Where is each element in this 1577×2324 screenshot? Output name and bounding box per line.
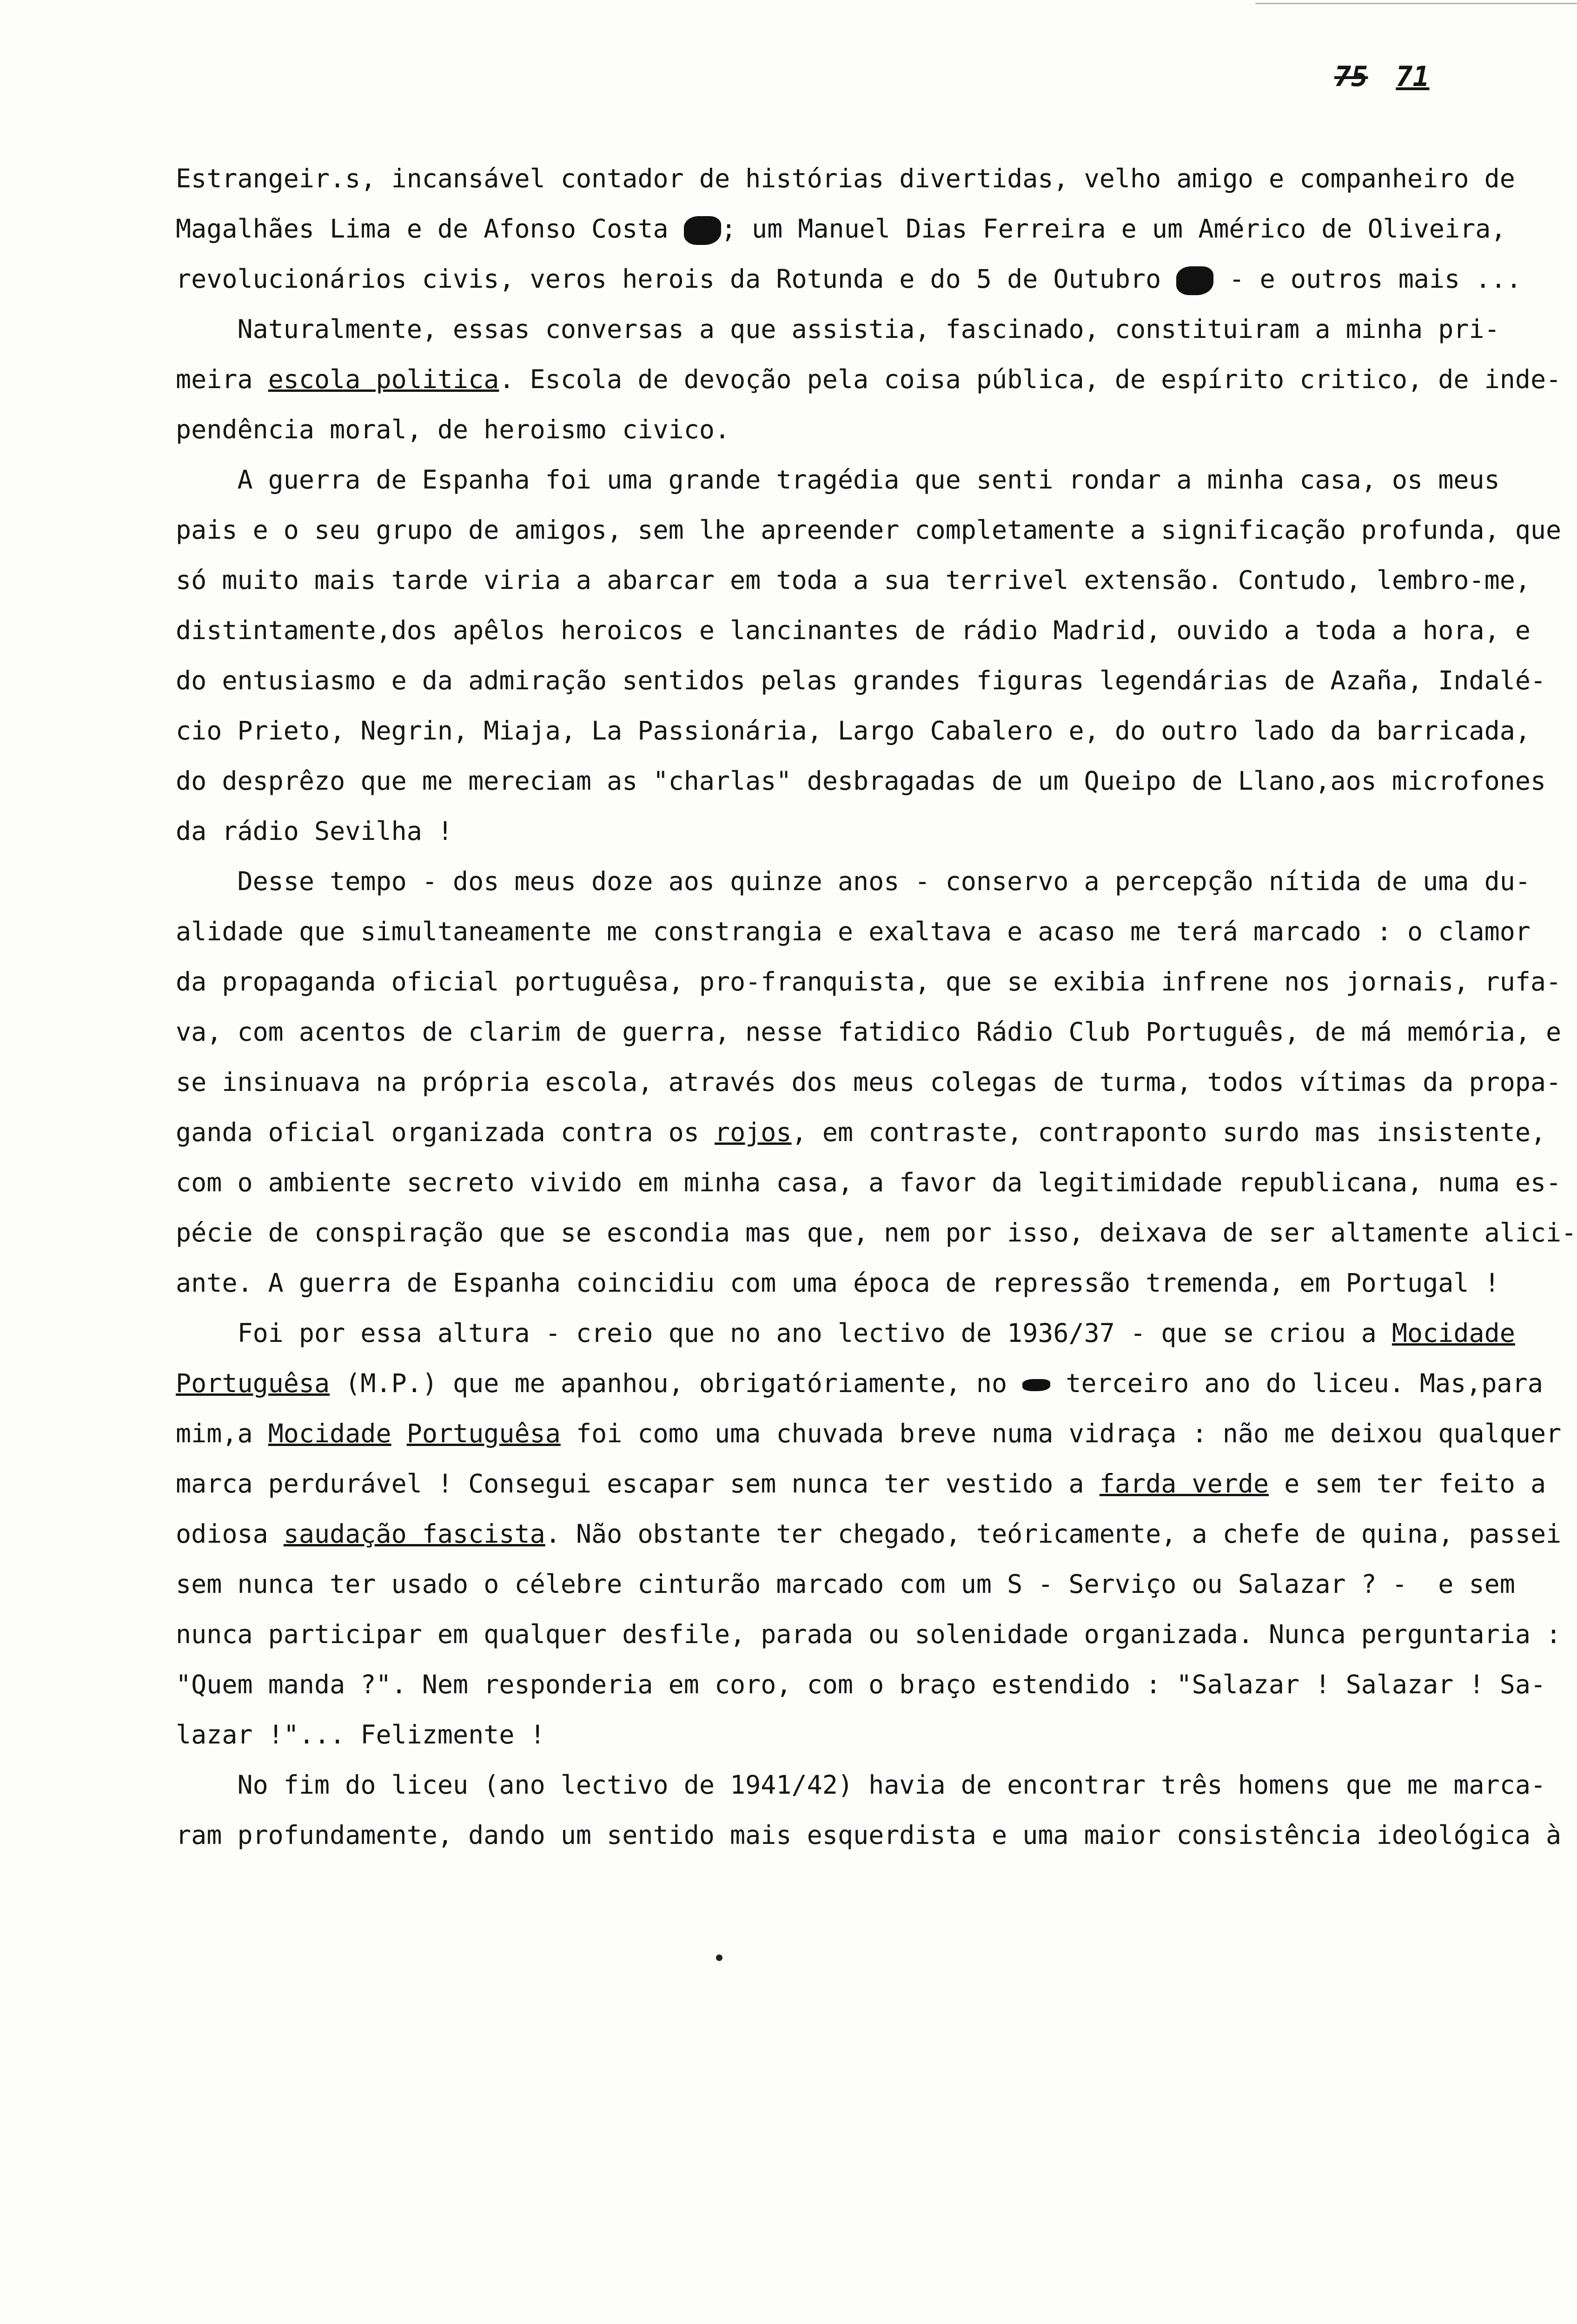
text-line: ram profundamente, dando um sentido mais esquerdista e uma maior consistência ideológica à xyxy=(176,1820,1562,1850)
underlined-phrase: Mocidade xyxy=(1391,1318,1515,1348)
text-line: mim,a Mocidade Portuguêsa foi como uma chuvada breve numa vidraça : não me deixou qualquer xyxy=(176,1419,1562,1448)
text-line: marca perdurável ! Consegui escapar sem nunca ter vestido a farda verde e sem ter feito a xyxy=(176,1469,1546,1499)
text-line: da rádio Sevilha ! xyxy=(176,816,453,846)
text-line: com o ambiente secreto vivido em minha casa, a favor da legitimidade republicana, numa es- xyxy=(176,1168,1562,1197)
text-line: ante. A guerra de Espanha coincidiu com uma época de repressão tremenda, em Portugal ! xyxy=(176,1268,1500,1298)
underlined-phrase: farda verde xyxy=(1099,1469,1269,1499)
text-line: "Quem manda ?". Nem responderia em coro, com o braço estendido : "Salazar ! Salazar ! Sa- xyxy=(176,1670,1546,1699)
text-line: Naturalmente, essas conversas a que assistia, fascinado, constituiram a minha pri- xyxy=(176,314,1500,344)
text-line: No fim do liceu (ano lectivo de 1941/42) havia de encontrar três homens que me marca- xyxy=(176,1770,1546,1800)
typewritten-text xyxy=(176,153,1577,1860)
text-line: do desprêzo que me mereciam as "charlas" desbragadas de um Queipo de Llano,aos microfones xyxy=(176,766,1546,796)
text-line: distintamente,dos apêlos heroicos e lancinantes de rádio Madrid, ouvido a toda a hora, e xyxy=(176,615,1531,645)
text-line: Portuguêsa (M.P.) que me apanhou, obrigatóriamente, no terceiro ano do liceu. Mas,para xyxy=(176,1368,1543,1398)
text-line: odiosa saudação fascista. Não obstante ter chegado, teóricamente, a chefe de quina, passei xyxy=(176,1519,1562,1549)
ink-blot xyxy=(684,216,721,245)
text-line: da propaganda oficial portuguêsa, pro-franquista, que se exibia infrene nos jornais, rufa- xyxy=(176,967,1562,997)
ink-dot xyxy=(716,1954,722,1961)
text-line: Estrangeir.s, incansável contador de histórias divertidas, velho amigo e companheiro de xyxy=(176,164,1515,193)
page-number-current: 71 xyxy=(1396,60,1430,93)
text-line: nunca participar em qualquer desfile, parada ou solenidade organizada. Nunca perguntaria : xyxy=(176,1619,1562,1649)
text-line: alidade que simultaneamente me constrangia e exaltava e acaso me terá marcado : o clamor xyxy=(176,917,1531,946)
text-line: ganda oficial organizada contra os rojos, em contraste, contraponto surdo mas insistente, xyxy=(176,1117,1546,1147)
underlined-phrase: saudação fascista xyxy=(283,1519,545,1549)
text-line: se insinuava na própria escola, através dos meus colegas de turma, todos vítimas da propa- xyxy=(176,1067,1562,1097)
text-line: revolucionários civis, veros herois da Rotunda e do 5 de Outubro - e outros mais ... xyxy=(176,254,1524,304)
underlined-phrase: Portuguêsa xyxy=(406,1419,561,1448)
top-rule xyxy=(1255,3,1577,4)
text-line: só muito mais tarde viria a abarcar em toda a sua terrivel extensão. Contudo, lembro-me, xyxy=(176,565,1531,595)
text-line: pais e o seu grupo de amigos, sem lhe apreender completamente a significação profunda, que xyxy=(176,515,1562,545)
text-line: lazar !"... Felizmente ! xyxy=(176,1720,545,1750)
underlined-phrase: rojos xyxy=(714,1117,792,1147)
page-number xyxy=(1334,60,1430,93)
text-line: A guerra de Espanha foi uma grande tragédia que senti rondar a minha casa, os meus xyxy=(176,465,1500,495)
text-line: sem nunca ter usado o célebre cinturão marcado com um S - Serviço ou Salazar ? - e sem xyxy=(176,1569,1515,1599)
text-line: do entusiasmo e da admiração sentidos pelas grandes figuras legendárias de Azaña, Indalé- xyxy=(176,666,1546,695)
text-line: va, com acentos de clarim de guerra, nesse fatidico Rádio Club Português, de má memória, e xyxy=(176,1017,1562,1047)
underlined-phrase: escola politica xyxy=(268,364,499,394)
page-number-struck: 75 xyxy=(1334,60,1368,93)
text-line: Desse tempo - dos meus doze aos quinze anos - conservo a percepção nítida de uma du- xyxy=(176,866,1531,896)
underlined-phrase: Mocidade xyxy=(268,1419,391,1448)
text-line: pécie de conspiração que se escondia mas que, nem por isso, deixava de ser altamente alici- xyxy=(176,1218,1577,1248)
text-line: Magalhães Lima e de Afonso Costa ; um Manuel Dias Ferreira e um Américo de Oliveira, xyxy=(176,204,1524,254)
ink-blot xyxy=(1176,266,1213,295)
text-line: pendência moral, de heroismo civico. xyxy=(176,415,730,444)
text-line: meira escola politica. Escola de devoção pela coisa pública, de espírito critico, de inde- xyxy=(176,364,1562,394)
text-line: cio Prieto, Negrin, Miaja, La Passionária, Largo Cabalero e, do outro lado da barricada, xyxy=(176,716,1531,746)
underlined-phrase: Portuguêsa xyxy=(176,1368,330,1398)
ink-blot xyxy=(1022,1379,1050,1391)
text-line: Foi por essa altura - creio que no ano lectivo de 1936/37 - que se criou a Mocidade xyxy=(176,1318,1515,1348)
